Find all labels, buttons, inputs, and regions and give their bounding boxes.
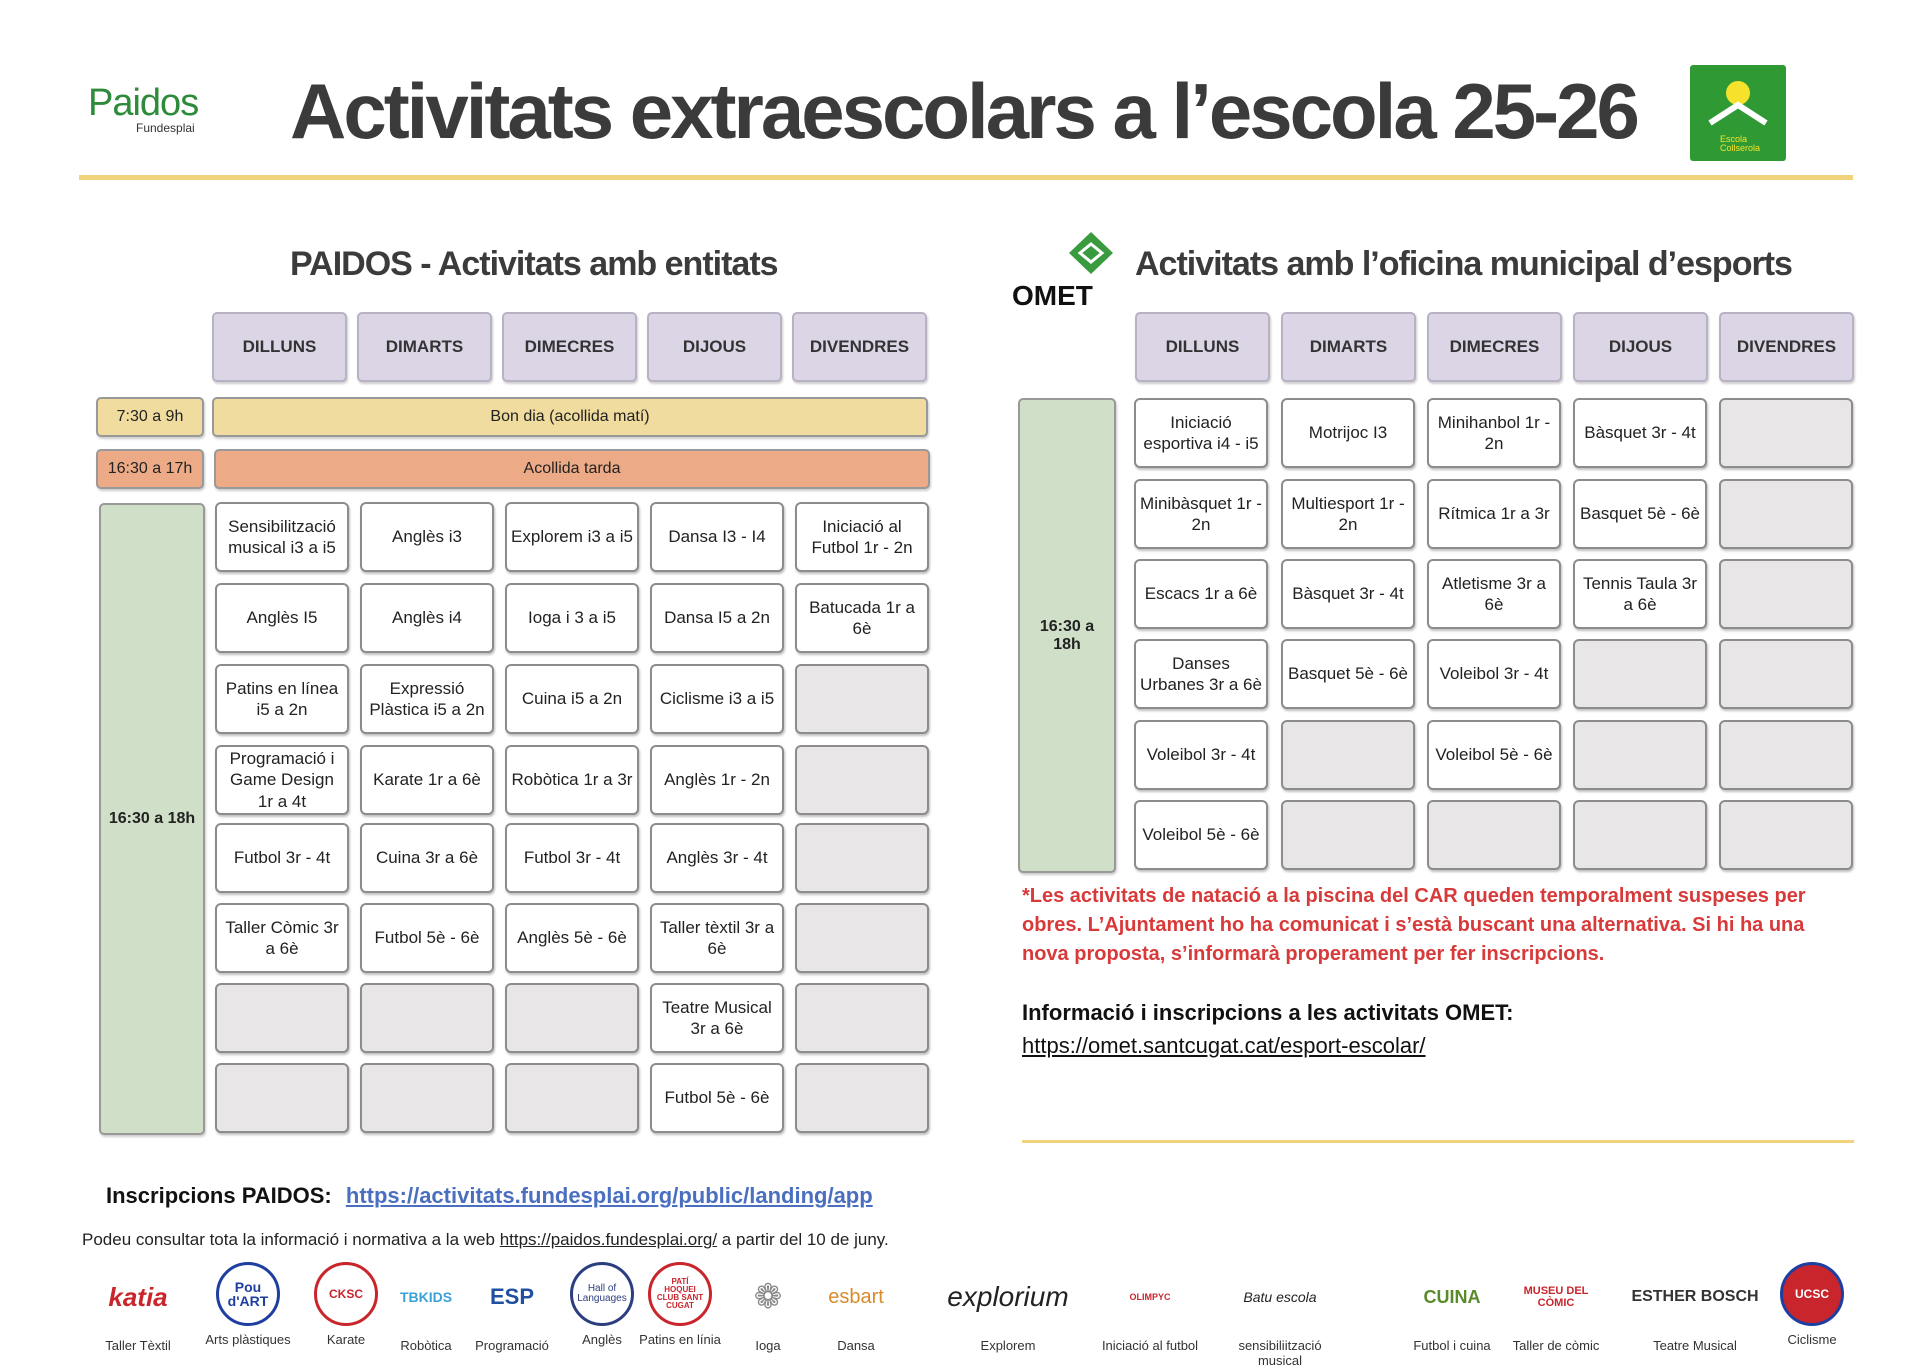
omet-logo: OMET <box>1012 230 1122 310</box>
empty-cell <box>1573 639 1707 709</box>
logo-caption: Patins en línia <box>639 1332 721 1347</box>
omet-title: Activitats amb l’oficina municipal d’esports <box>1135 245 1792 283</box>
afternoon-bar: Acollida tarda <box>214 449 930 489</box>
logo-caption: Dansa <box>837 1338 875 1353</box>
activity-cell: Karate 1r a 6è <box>360 745 494 815</box>
activity-cell: Taller Còmic 3r a 6è <box>215 903 349 973</box>
activity-cell: Motrijoc I3 <box>1281 398 1415 468</box>
activity-cell: Voleibol 3r - 4t <box>1134 720 1268 790</box>
paidos-day-dilluns: DILLUNS <box>212 312 347 382</box>
page-title: Activitats extraescolars a l’escola 25-26 <box>290 67 1637 155</box>
activity-cell: Anglès i4 <box>360 583 494 653</box>
inscripcions-link[interactable]: https://activitats.fundesplai.org/public/landing/app <box>345 1183 873 1208</box>
partner-logo <box>1402 1262 1502 1353</box>
logo-caption: sensibiliització musical <box>1238 1338 1322 1368</box>
activity-cell: Tennis Taula 3r a 6è <box>1573 559 1707 629</box>
activity-cell: Bàsquet 3r - 4t <box>1573 398 1707 468</box>
partner-logo <box>1630 1262 1760 1353</box>
omet-day-dimecres: DIMECRES <box>1427 312 1562 382</box>
activity-cell: Rítmica 1r a 3r <box>1427 479 1561 549</box>
activity-cell: Explorem i3 a i5 <box>505 502 639 572</box>
activity-cell: Robòtica 1r a 3r <box>505 745 639 815</box>
activity-cell: Teatre Musical 3r a 6è <box>650 983 784 1053</box>
paidos-day-dimecres: DIMECRES <box>502 312 637 382</box>
omet-day-dilluns: DILLUNS <box>1135 312 1270 382</box>
omet-info-label: Informació i inscripcions a les activitats OMET: <box>1022 1000 1514 1025</box>
partner-logo <box>198 1262 298 1347</box>
empty-cell <box>1573 720 1707 790</box>
logo-caption: Programació <box>475 1338 549 1353</box>
inscripcions-label: Inscripcions PAIDOS: <box>106 1183 332 1208</box>
empty-cell <box>1719 479 1853 549</box>
empty-cell <box>1719 639 1853 709</box>
ioga-logo: ❁ <box>753 1278 783 1316</box>
empty-cell <box>505 983 639 1053</box>
empty-cell <box>1427 800 1561 870</box>
omet-day-dijous: DIJOUS <box>1573 312 1708 382</box>
activity-cell: Anglès i3 <box>360 502 494 572</box>
morning-time: 7:30 a 9h <box>96 397 204 437</box>
empty-cell <box>795 903 929 973</box>
explorium-logo: explorium <box>947 1281 1069 1312</box>
logo-caption: Ioga <box>755 1338 781 1353</box>
omet-period: 16:30 a 18h <box>1018 398 1116 873</box>
activity-cell: Minibàsquet 1r - 2n <box>1134 479 1268 549</box>
activity-cell: Iniciació al Futbol 1r - 2n <box>795 502 929 572</box>
partner-logo <box>88 1262 188 1353</box>
activity-cell: Anglès 1r - 2n <box>650 745 784 815</box>
logo-caption: Ciclisme <box>1787 1332 1837 1347</box>
info-suffix: a partir del 10 de juny. <box>721 1230 889 1249</box>
logo-caption: Arts plàstiques <box>205 1332 291 1347</box>
empty-cell <box>795 664 929 734</box>
activity-cell: Anglès 5è - 6è <box>505 903 639 973</box>
partner-logo <box>1100 1262 1200 1353</box>
activity-cell: Iniciació esportiva i4 - i5 <box>1134 398 1268 468</box>
empty-cell <box>1719 559 1853 629</box>
karate-logo: CKSC <box>314 1262 378 1326</box>
ucsc-logo: UCSC <box>1780 1262 1844 1326</box>
omet-notice: *Les activitats de natació a la piscina del CAR queden temporalment suspeses per obres. L’Ajuntament ho ha comunicat i s’està buscant una alternativa. Si hi ha una nova proposta, s’informarà properament per fer inscripcions. <box>1022 885 1806 965</box>
esbart-logo: esbart <box>828 1285 884 1308</box>
paidos-day-divendres: DIVENDRES <box>792 312 927 382</box>
empty-cell <box>1281 800 1415 870</box>
empty-cell <box>505 1063 639 1133</box>
logo-caption: Karate <box>326 1332 366 1347</box>
info-prefix: Podeu consultar tota la informació i normativa a la web <box>82 1230 495 1249</box>
activity-cell: Futbol 3r - 4t <box>505 823 639 893</box>
partner-logo <box>928 1262 1088 1353</box>
paidos-period: 16:30 a 18h <box>99 503 205 1135</box>
esp-logo: ESP <box>489 1284 535 1309</box>
empty-cell <box>1719 720 1853 790</box>
empty-cell <box>1281 720 1415 790</box>
partner-logo <box>806 1262 906 1353</box>
angles-logo: Hall of Languages <box>570 1262 634 1326</box>
activity-cell: Minihanbol 1r - 2n <box>1427 398 1561 468</box>
empty-cell <box>795 983 929 1053</box>
empty-cell <box>360 983 494 1053</box>
info-row <box>82 1230 889 1250</box>
logo-caption: Teatre Musical <box>1653 1338 1737 1353</box>
empty-cell <box>360 1063 494 1133</box>
logo-caption: Robòtica <box>400 1338 452 1353</box>
partner-logo <box>1762 1262 1862 1347</box>
activity-cell: Atletisme 3r a 6è <box>1427 559 1561 629</box>
activity-cell: Escacs 1r a 6è <box>1134 559 1268 629</box>
activity-cell: Anglès 3r - 4t <box>650 823 784 893</box>
activity-cell: Basquet 5è - 6è <box>1573 479 1707 549</box>
partner-logo <box>462 1262 562 1353</box>
logo-caption: Explorem <box>980 1338 1036 1353</box>
activity-cell: Dansa I5 a 2n <box>650 583 784 653</box>
activity-cell: Futbol 5è - 6è <box>650 1063 784 1133</box>
olimpyc-logo: OLIMPYC <box>1129 1292 1171 1302</box>
empty-cell <box>795 823 929 893</box>
activity-cell: Dansa I3 - I4 <box>650 502 784 572</box>
partner-logo <box>1230 1262 1330 1368</box>
empty-cell <box>795 745 929 815</box>
empty-cell <box>215 1063 349 1133</box>
empty-cell <box>1573 800 1707 870</box>
omet-day-dimarts: DIMARTS <box>1281 312 1416 382</box>
esther-bosch-logo: ESTHER BOSCH <box>1631 1288 1759 1305</box>
activity-cell: Voleibol 3r - 4t <box>1427 639 1561 709</box>
activity-cell: Ioga i 3 a i5 <box>505 583 639 653</box>
logo-caption: Iniciació al futbol <box>1101 1338 1199 1353</box>
activity-cell: Danses Urbanes 3r a 6è <box>1134 639 1268 709</box>
logo-caption: Anglès <box>582 1332 622 1347</box>
inscripcions-row <box>106 1183 873 1209</box>
pou-art-logo: Pou d'ART <box>216 1262 280 1326</box>
empty-cell <box>215 983 349 1053</box>
header-divider <box>79 175 1853 180</box>
activity-cell: Programació i Game Design 1r a 4t <box>215 745 349 815</box>
info-link[interactable]: https://paidos.fundesplai.org/ <box>499 1230 718 1249</box>
paidos-title: PAIDOS - Activitats amb entitats <box>290 245 778 283</box>
empty-cell <box>1719 800 1853 870</box>
activity-cell: Basquet 5è - 6è <box>1281 639 1415 709</box>
patins-logo: PATÍ HOQUEI CLUB SANT CUGAT <box>648 1262 712 1326</box>
katia-logo: katia <box>108 1281 168 1312</box>
school-logo: Escola Collserola <box>1690 65 1786 161</box>
cuina-logo: CUINA <box>1423 1286 1481 1307</box>
activity-cell: Voleibol 5è - 6è <box>1134 800 1268 870</box>
activity-cell: Batucada 1r a 6è <box>795 583 929 653</box>
paidos-logo: Paidos Fundesplai <box>88 82 199 135</box>
logo-caption: Taller Tèxtil <box>105 1338 171 1353</box>
batu-logo: Batu escola <box>1243 1289 1317 1305</box>
activity-cell: Futbol 3r - 4t <box>215 823 349 893</box>
logo-caption: Taller de còmic <box>1512 1338 1600 1353</box>
museu-comic-logo: MUSEU DEL CÒMIC <box>1523 1285 1589 1309</box>
partner-logo <box>718 1262 818 1353</box>
activity-cell: Cuina 3r a 6è <box>360 823 494 893</box>
paidos-day-dijous: DIJOUS <box>647 312 782 382</box>
activity-cell: Futbol 5è - 6è <box>360 903 494 973</box>
activity-cell: Expressió Plàstica i5 a 2n <box>360 664 494 734</box>
activity-cell: Bàsquet 3r - 4t <box>1281 559 1415 629</box>
activity-cell: Cuina i5 a 2n <box>505 664 639 734</box>
logo-caption: Futbol i cuina <box>1413 1338 1491 1353</box>
tbkids-logo: TBKIDS <box>399 1289 453 1305</box>
activity-cell: Taller tèxtil 3r a 6è <box>650 903 784 973</box>
omet-diamond-icon <box>1066 230 1116 276</box>
empty-cell <box>1719 398 1853 468</box>
activity-cell: Ciclisme i3 a i5 <box>650 664 784 734</box>
paidos-day-dimarts: DIMARTS <box>357 312 492 382</box>
activity-cell: Sensibilització musical i3 a i5 <box>215 502 349 572</box>
afternoon-time: 16:30 a 17h <box>96 449 204 489</box>
empty-cell <box>795 1063 929 1133</box>
morning-bar: Bon dia (acollida matí) <box>212 397 928 437</box>
omet-day-divendres: DIVENDRES <box>1719 312 1854 382</box>
activity-cell: Multiesport 1r - 2n <box>1281 479 1415 549</box>
partner-logo <box>1506 1262 1606 1353</box>
omet-info-link[interactable]: https://omet.santcugat.cat/esport-escolar/ <box>1022 1033 1426 1058</box>
partner-logo <box>630 1262 730 1347</box>
omet-divider <box>1022 1140 1854 1143</box>
activity-cell: Anglès I5 <box>215 583 349 653</box>
activity-cell: Voleibol 5è - 6è <box>1427 720 1561 790</box>
activity-cell: Patins en línea i5 a 2n <box>215 664 349 734</box>
partner-logo <box>376 1262 476 1353</box>
